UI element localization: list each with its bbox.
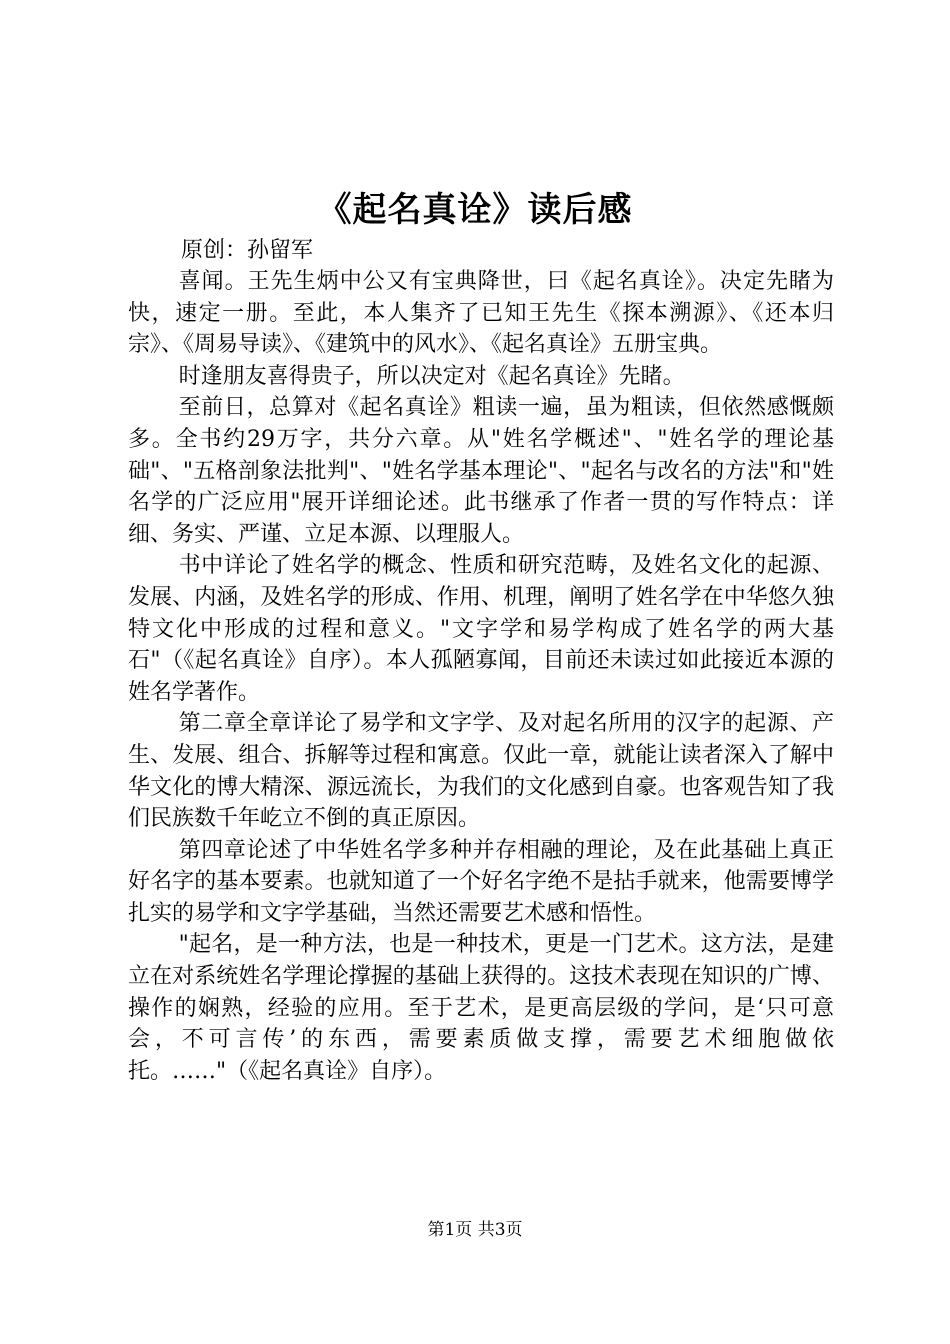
paragraph: "起名，是一种方法，也是一种技术，更是一门艺术。这方法，是建立在对系统姓名学理论撑握的基础上获得的。这技术表现在知识的广博、操作的娴熟，经验的应用。至于艺术，是更高层级的学问，是‘只可意会，不可言传’的东西，需要素质做支撑，需要艺术细胞做依托。……"（《起名真诠》自序）。 <box>128 932 834 1084</box>
author-line: 原创：孙留军 <box>181 238 314 263</box>
document-body <box>128 266 834 1087</box>
paragraph: 第二章全章详论了易学和文字学、及对起名所用的汉字的起源、产生、发展、组合、拆解等过程和寓意。仅此一章，就能让读者深入了解中华文化的博大精深、源远流长，为我们的文化感到自豪。也客观告知了我们民族数千年屹立不倒的真正原因。 <box>128 711 834 832</box>
paragraph: 书中详论了姓名学的概念、性质和研究范畴，及姓名文化的起源、发展、内涵，及姓名学的形成、作用、机理，阐明了姓名学在中华悠久独特文化中形成的过程和意义。"文字学和易学构成了姓名学的两大基石"（《起名真诠》自序）。本人孤陋寡闻，目前还未读过如此接近本源的姓名学著作。 <box>128 553 834 705</box>
paragraph: 喜闻。王先生炳中公又有宝典降世，曰《起名真诠》。决定先睹为快，速定一册。至此，本人集齐了已知王先生《探本溯源》、《还本归宗》、《周易导读》、《建筑中的风水》、《起名真诠》五册宝典。 <box>128 269 834 358</box>
paragraph: 第四章论述了中华姓名学多种并存相融的理论，及在此基础上真正好名字的基本要素。也就知道了一个好名字绝不是拈手就来，他需要博学扎实的易学和文字学基础，当然还需要艺术感和悟性。 <box>128 837 834 926</box>
paragraph: 时逢朋友喜得贵子，所以决定对《起名真诠》先睹。 <box>178 363 685 389</box>
paragraph: 至前日，总算对《起名真诠》粗读一遍，虽为粗读，但依然感慨颇多。全书约29万字，共分六章。从"姓名学概述"、"姓名学的理论基础"、"五格剖象法批判"、"姓名学基本理论"、"起名与改名的方法"和"姓名学的广泛应用"展开详细论述。此书继承了作者一贯的写作特点：详细、务实、严谨、立足本源、以理服人。 <box>128 395 834 547</box>
page-footer: 第1页 共3页 <box>427 1220 523 1240</box>
document-title: 《起名真诠》读后感 <box>317 190 633 230</box>
